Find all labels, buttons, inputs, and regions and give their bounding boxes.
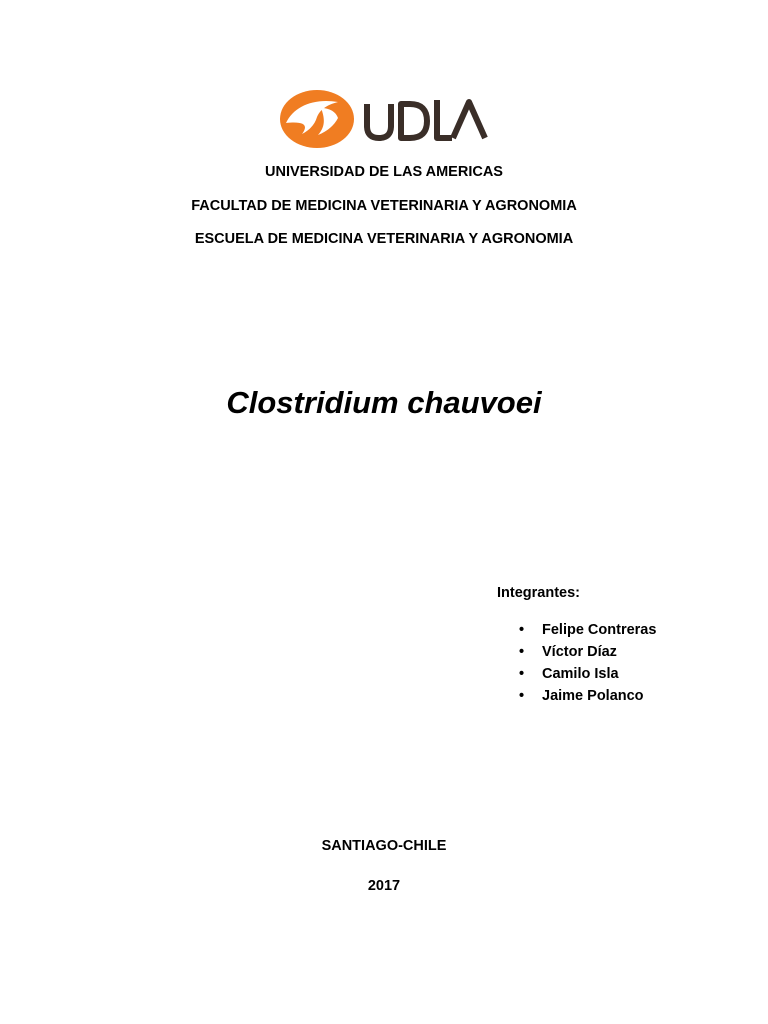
member-item (497, 663, 757, 685)
members-list (497, 619, 757, 707)
member-name: Jaime Polanco (542, 688, 644, 704)
member-name: Felipe Contreras (542, 622, 657, 638)
document-title: Clostridium chauvoei (226, 385, 542, 420)
member-item (497, 685, 757, 707)
bullet-icon: • (519, 688, 525, 704)
udla-wordmark (367, 100, 485, 138)
member-name: Camilo Isla (542, 666, 619, 682)
bullet-icon: • (519, 622, 525, 638)
udla-logo (280, 88, 492, 150)
school-name: ESCUELA DE MEDICINA VETERINARIA Y AGRONOMIA (194, 231, 574, 247)
members-block (497, 584, 757, 707)
year: 2017 (367, 878, 401, 894)
location: SANTIAGO-CHILE (321, 838, 447, 854)
members-heading: Integrantes: (497, 585, 580, 601)
udla-mark-icon (280, 90, 354, 148)
udla-logo-graphic (280, 88, 492, 150)
faculty-name: FACULTAD DE MEDICINA VETERINARIA Y AGRONOMIA (191, 198, 577, 214)
bullet-icon: • (519, 644, 525, 660)
member-name: Víctor Díaz (542, 644, 617, 660)
member-item (497, 641, 757, 663)
university-name: UNIVERSIDAD DE LAS AMERICAS (265, 164, 503, 180)
bullet-icon: • (519, 666, 525, 682)
member-item (497, 619, 757, 641)
